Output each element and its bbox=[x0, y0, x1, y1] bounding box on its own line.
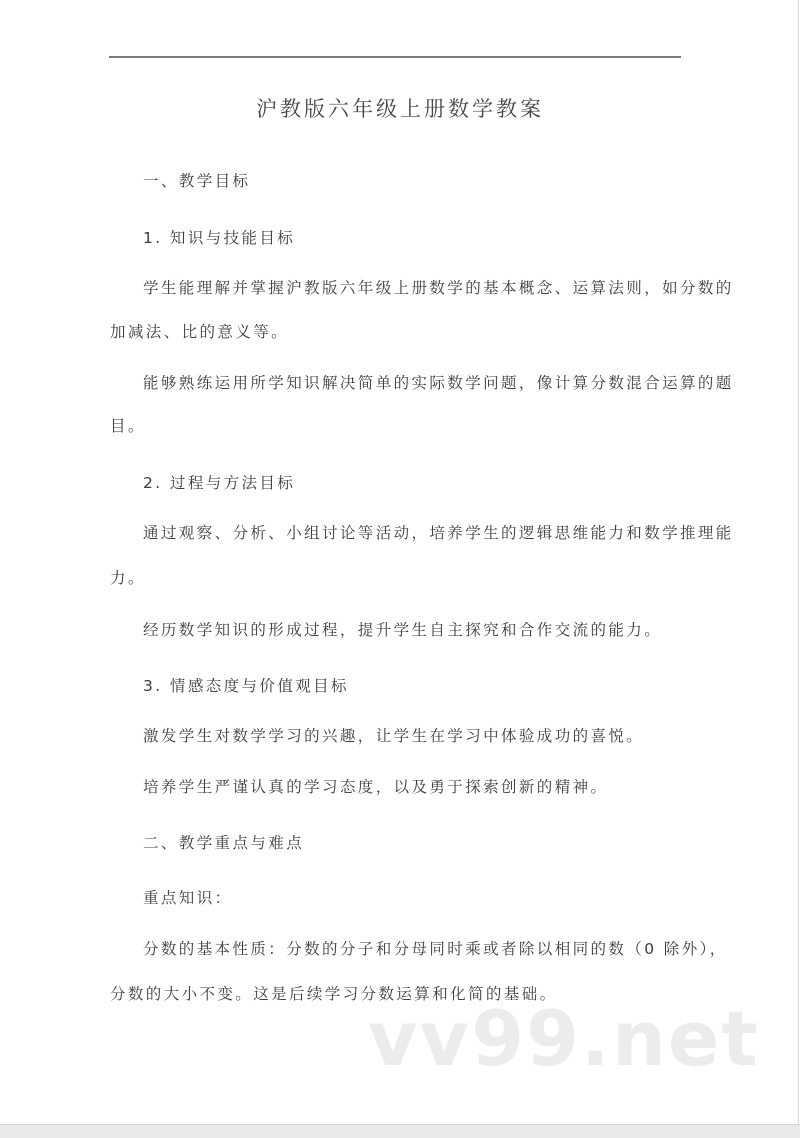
paragraph-line: 目。 bbox=[110, 417, 146, 435]
document-title: 沪教版六年级上册数学教案 bbox=[256, 97, 544, 121]
paragraph-line: 分数的大小不变。这是后续学习分数运算和化简的基础。 bbox=[110, 985, 558, 1003]
paragraph-line: 经历数学知识的形成过程，提升学生自主探究和合作交流的能力。 bbox=[143, 621, 663, 639]
paragraph-line: 能够熟练运用所学知识解决简单的实际数学问题，像计算分数混合运算的题 bbox=[143, 374, 734, 392]
paragraph-line: 学生能理解并掌握沪教版六年级上册数学的基本概念、运算法则，如分数的 bbox=[143, 279, 734, 297]
header-rule bbox=[109, 56, 681, 58]
paragraph-line: 激发学生对数学学习的兴趣，让学生在学习中体验成功的喜悦。 bbox=[143, 727, 645, 745]
paragraph-line: 通过观察、分析、小组讨论等活动，培养学生的逻辑思维能力和数学推理能 bbox=[143, 524, 734, 542]
page-bottom-edge bbox=[0, 1124, 800, 1138]
section-heading: 二、教学重点与难点 bbox=[143, 834, 305, 852]
subsection-heading: 3. 情感态度与价值观目标 bbox=[143, 677, 349, 695]
subsection-heading: 1. 知识与技能目标 bbox=[143, 229, 296, 247]
paragraph-line: 加减法、比的意义等。 bbox=[110, 323, 290, 341]
subsection-heading: 2. 过程与方法目标 bbox=[143, 474, 296, 492]
paragraph-line: 力。 bbox=[110, 569, 146, 587]
paragraph-line: 分数的基本性质：分数的分子和分母同时乘或者除以相同的数（0 除外）， bbox=[143, 940, 728, 958]
section-heading: 一、教学目标 bbox=[143, 172, 251, 190]
paragraph-line: 培养学生严谨认真的学习态度，以及勇于探索创新的精神。 bbox=[143, 778, 609, 796]
paragraph-line: 重点知识： bbox=[143, 889, 233, 907]
watermark: vv99.net bbox=[368, 994, 760, 1083]
